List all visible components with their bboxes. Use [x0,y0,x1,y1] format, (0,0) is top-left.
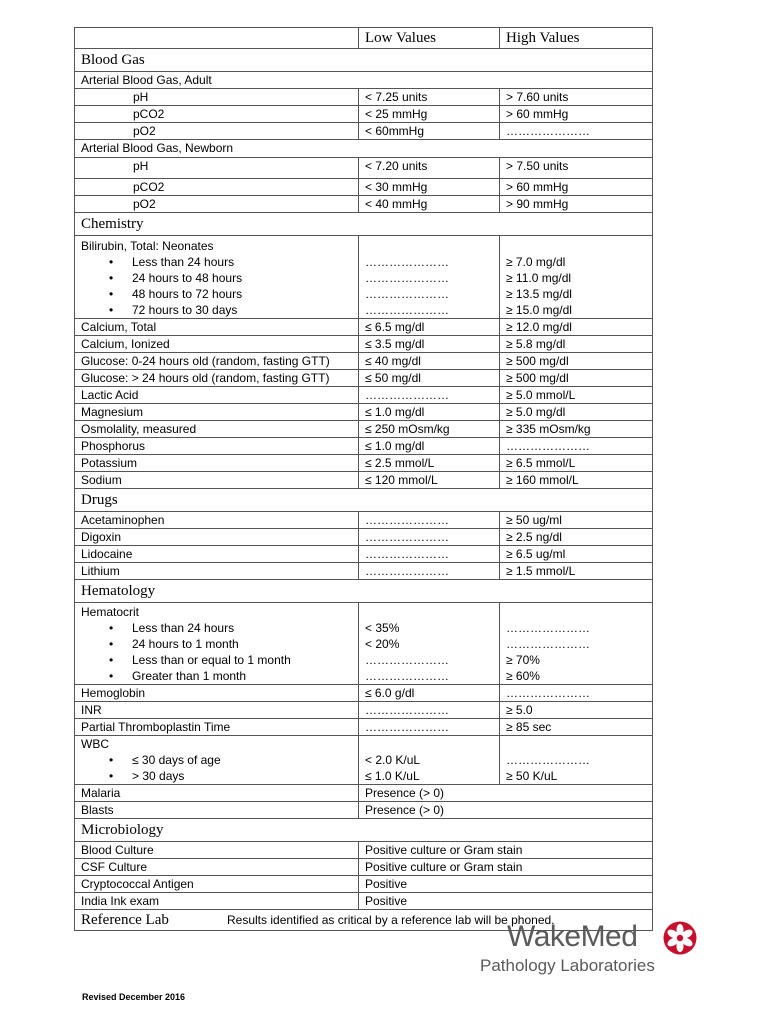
critical-value: Presence (> 0) [359,802,653,819]
high-value: ………………… [506,753,590,767]
high-value: ≥ 70% [506,653,540,667]
low-value: < 7.20 units [359,158,500,179]
low-value-cell [359,736,500,785]
list-item: • Less than or equal to 1 month [109,652,358,668]
section-title: Microbiology [75,819,653,842]
low-value: ≤ 6.5 mg/dl [359,319,500,336]
low-value: ………………… [365,255,449,269]
test-name: Partial Thromboplastin Time [75,719,359,736]
table-row [75,842,653,859]
wakemed-logo [480,920,700,980]
high-value: > 7.60 units [500,89,653,106]
test-name: Calcium, Ionized [75,336,359,353]
test-name-cell [75,158,359,179]
wbc-cell [75,736,359,785]
high-value-cell [500,603,653,685]
table-row [75,404,653,421]
table-row [75,353,653,370]
table-row [75,563,653,580]
table-row [75,702,653,719]
list-item: • 48 hours to 72 hours [109,286,358,302]
low-value: < 40 mmHg [359,196,500,213]
test-name: Acetaminophen [75,512,359,529]
test-name-cell [75,89,359,106]
test-name: pH [133,159,149,173]
low-value: ………………… [365,271,449,285]
table-row [75,179,653,196]
high-value: ≥ 6.5 mmol/L [500,455,653,472]
critical-value: Positive [359,876,653,893]
high-value: ≥ 5.8 mg/dl [500,336,653,353]
high-value: ≥ 60% [506,669,540,683]
high-value: ≥ 335 mOsm/kg [500,421,653,438]
high-value: ≥ 6.5 ug/ml [500,546,653,563]
hematocrit-cell [75,603,359,685]
bullet-list [81,620,358,684]
list-item: • Less than 24 hours [109,620,358,636]
test-name: Lidocaine [75,546,359,563]
table-row [75,512,653,529]
list-item: • 24 hours to 1 month [109,636,358,652]
revision-note: Revised December 2016 [82,992,186,1002]
test-name-cell [75,123,359,140]
section-title: Hematology [75,580,653,603]
list-item: • Less than 24 hours [109,254,358,270]
test-name: pCO2 [133,107,165,121]
list-item: • 72 hours to 30 days [109,302,358,318]
section-title: Reference Lab [81,912,169,928]
high-value: ≥ 50 ug/ml [500,512,653,529]
table-row [75,123,653,140]
low-value: ………………… [359,546,500,563]
test-name: Malaria [75,785,359,802]
low-value: < 20% [365,637,400,651]
high-value: > 7.50 units [500,158,653,179]
test-name: Calcium, Total [75,319,359,336]
section-title: Chemistry [75,213,653,236]
test-name: Lactic Acid [75,387,359,404]
table-row [75,387,653,404]
low-value: ≤ 2.5 mmol/L [359,455,500,472]
critical-value: Presence (> 0) [359,785,653,802]
low-value-cell [359,236,500,319]
test-name: Hemoglobin [75,685,359,702]
table-row [75,89,653,106]
table-row [75,859,653,876]
test-name: India Ink exam [75,893,359,910]
table-row [75,802,653,819]
wbc-row [75,736,653,785]
section-row-hematology [75,580,653,603]
table-row [75,472,653,489]
low-value: ≤ 3.5 mg/dl [359,336,500,353]
logo-subtitle: Pathology Laboratories [480,956,655,975]
high-value: > 60 mmHg [500,179,653,196]
critical-value: Positive [359,893,653,910]
table-row [75,370,653,387]
list-item: • ≤ 30 days of age [109,752,358,768]
low-value: ………………… [359,512,500,529]
high-value: ≥ 500 mg/dl [500,353,653,370]
test-name: WBC [81,737,109,751]
list-item: • 24 hours to 48 hours [109,270,358,286]
bilirubin-cell [75,236,359,319]
low-value: ………………… [365,653,449,667]
high-value: ≥ 11.0 mg/dl [506,271,572,285]
low-value: ………………… [365,303,449,317]
section-title: Drugs [75,489,653,512]
subgroup-row [75,72,653,89]
test-name: Bilirubin, Total: Neonates [81,239,214,253]
high-value: ………………… [500,685,653,702]
list-item: • > 30 days [109,768,358,784]
low-value-cell [359,603,500,685]
section-row-chemistry [75,213,653,236]
table-row [75,319,653,336]
high-value: > 90 mmHg [500,196,653,213]
table-row [75,455,653,472]
high-value-cell [500,736,653,785]
high-value: ≥ 500 mg/dl [500,370,653,387]
low-value: < 7.25 units [359,89,500,106]
subgroup-label: Arterial Blood Gas, Adult [75,72,653,89]
test-name: pH [133,90,149,104]
test-name: pO2 [133,197,156,211]
header-blank-cell [75,28,359,49]
high-value: ≥ 13.5 mg/dl [506,287,572,301]
critical-value: Positive culture or Gram stain [359,859,653,876]
test-name: Digoxin [75,529,359,546]
test-name: pO2 [133,124,156,138]
test-name: Cryptococcal Antigen [75,876,359,893]
low-value: ………………… [359,563,500,580]
high-value: ≥ 160 mmol/L [500,472,653,489]
test-name-cell [75,196,359,213]
table-row [75,719,653,736]
header-high-values: High Values [500,28,653,49]
low-value: ………………… [359,387,500,404]
high-value: ≥ 50 K/uL [506,769,558,783]
table-row [75,529,653,546]
test-name: Osmolality, measured [75,421,359,438]
table-row [75,196,653,213]
table-row [75,158,653,179]
wakemed-star-icon [663,921,697,955]
test-name: Glucose: > 24 hours old (random, fasting GTT) [75,370,359,387]
low-value: ≤ 250 mOsm/kg [359,421,500,438]
section-row-blood-gas [75,49,653,72]
low-value: < 60mmHg [359,123,500,140]
header-low-values: Low Values [359,28,500,49]
high-value: > 60 mmHg [500,106,653,123]
test-name-cell [75,106,359,123]
test-name: Magnesium [75,404,359,421]
low-value: < 30 mmHg [359,179,500,196]
low-value: ≤ 6.0 g/dl [359,685,500,702]
bullet-list [81,752,358,784]
high-value: ………………… [506,637,590,651]
table-row [75,785,653,802]
section-row-drugs [75,489,653,512]
high-value: ≥ 85 sec [500,719,653,736]
section-title: Blood Gas [75,49,653,72]
table-header-row [75,28,653,49]
high-value: ≥ 5.0 mmol/L [500,387,653,404]
low-value: < 35% [365,621,400,635]
low-value: ………………… [359,702,500,719]
low-value: ………………… [365,669,449,683]
low-value: ≤ 50 mg/dl [359,370,500,387]
test-name: INR [75,702,359,719]
test-name: Phosphorus [75,438,359,455]
test-name: CSF Culture [75,859,359,876]
low-value: ………………… [359,529,500,546]
test-name: Glucose: 0-24 hours old (random, fasting GTT) [75,353,359,370]
critical-value: Positive culture or Gram stain [359,842,653,859]
subgroup-row [75,140,653,158]
table-row [75,893,653,910]
high-value: ≥ 1.5 mmol/L [500,563,653,580]
hematocrit-row [75,603,653,685]
test-name: Lithium [75,563,359,580]
high-value: ≥ 2.5 ng/dl [500,529,653,546]
test-name: Sodium [75,472,359,489]
section-row-microbiology [75,819,653,842]
test-name: Hematocrit [81,605,140,619]
table-row [75,106,653,123]
reference-lab-note: Results identified as critical by a reference lab will be phoned. [227,913,555,927]
high-value: ………………… [506,621,590,635]
high-value: ≥ 12.0 mg/dl [500,319,653,336]
low-value: < 25 mmHg [359,106,500,123]
high-value-cell [500,236,653,319]
table-row [75,438,653,455]
high-value: ………………… [500,438,653,455]
table-row [75,336,653,353]
high-value: ≥ 5.0 mg/dl [500,404,653,421]
logo-name: WakeMed [507,920,638,953]
high-value: ………………… [500,123,653,140]
bullet-list [81,254,358,318]
low-value: ………………… [365,287,449,301]
list-item: • Greater than 1 month [109,668,358,684]
low-value: ≤ 1.0 mg/dl [359,438,500,455]
table-row [75,546,653,563]
table-row [75,876,653,893]
low-value: < 2.0 K/uL [365,753,421,767]
table-row [75,685,653,702]
subgroup-label: Arterial Blood Gas, Newborn [75,140,653,158]
low-value: ≤ 1.0 mg/dl [359,404,500,421]
critical-values-table [74,27,653,931]
bilirubin-row [75,236,653,319]
low-value: ………………… [359,719,500,736]
test-name: Potassium [75,455,359,472]
low-value: ≤ 40 mg/dl [359,353,500,370]
test-name-cell [75,179,359,196]
high-value: ≥ 5.0 [500,702,653,719]
test-name: Blood Culture [75,842,359,859]
high-value: ≥ 15.0 mg/dl [506,303,572,317]
test-name: pCO2 [133,180,165,194]
high-value: ≥ 7.0 mg/dl [506,255,566,269]
low-value: ≤ 120 mmol/L [359,472,500,489]
low-value: ≤ 1.0 K/uL [365,769,420,783]
test-name: Blasts [75,802,359,819]
table-row [75,421,653,438]
